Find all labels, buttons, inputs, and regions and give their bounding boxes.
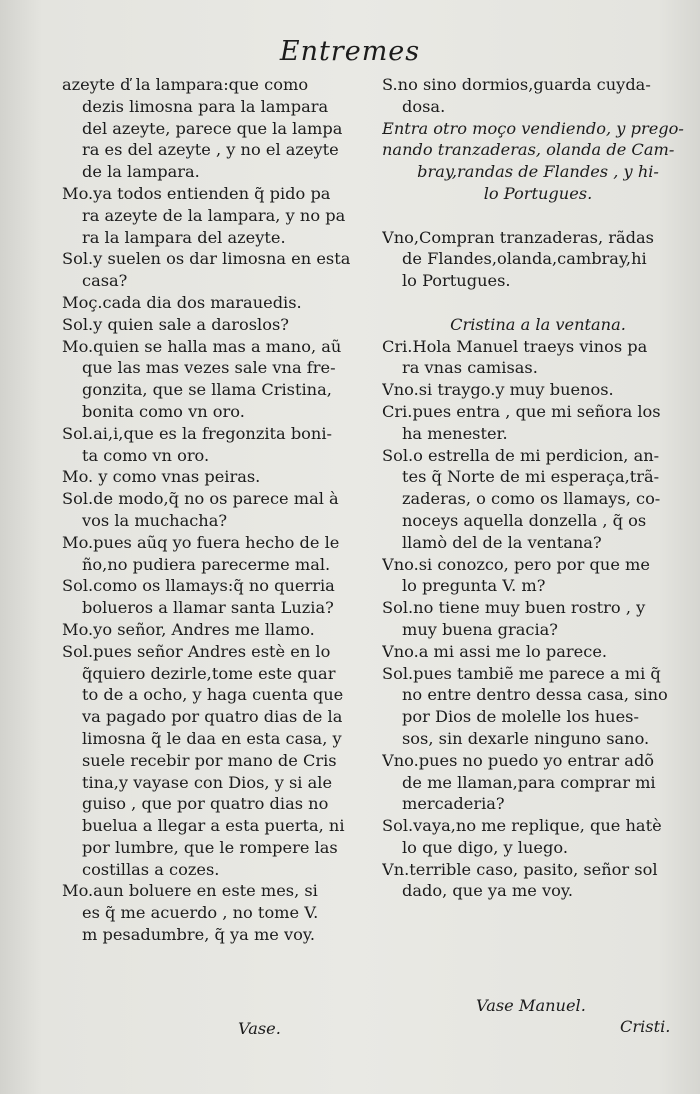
text-line: lo pregunta V. m? bbox=[402, 576, 546, 596]
text-line: ra vnas camisas. bbox=[402, 358, 538, 378]
text-line: q̃quiero dezirle,tome este quar bbox=[82, 663, 336, 683]
text-line: ta como vn oro. bbox=[82, 445, 210, 465]
speaker-line: Cri.Hola Manuel traeys vinos pa bbox=[382, 336, 648, 356]
text-line: de me llaman,para comprar mi bbox=[402, 772, 656, 792]
text-line: m pesadumbre, q̃ ya me voy. bbox=[82, 925, 316, 945]
speaker-line: Vno.si traygo.y muy buenos. bbox=[382, 380, 614, 400]
speaker-line: Cri.pues entra , que mi señora los bbox=[382, 401, 661, 421]
text-line: lo que digo, y luego. bbox=[402, 837, 568, 857]
text-line: ha menester. bbox=[402, 423, 508, 443]
text-line: dado, que ya me voy. bbox=[402, 881, 573, 901]
speaker-line: Sol.no tiene muy buen rostro , y bbox=[382, 598, 646, 618]
speaker-line: Sol.o estrella de mi perdicion, an- bbox=[382, 445, 660, 465]
text-line: buelua a llegar a esta puerta, ni bbox=[82, 816, 345, 836]
speaker-line: Sol.y suelen os dar limosna en esta bbox=[62, 249, 351, 269]
exit-direction-left: Vase. bbox=[238, 1019, 281, 1038]
speaker-line: Mo.yo señor, Andres me llamo. bbox=[62, 619, 315, 639]
text-line: tina,y vayase con Dios, y si ale bbox=[82, 772, 333, 792]
catchword: Cristi. bbox=[620, 1017, 671, 1036]
speaker-line: Mo.quien se halla mas a mano, aũ bbox=[62, 336, 342, 356]
text-line: bonita como vn oro. bbox=[82, 401, 245, 421]
text-line: tes q̃ Norte de mi esperaça,trã- bbox=[402, 467, 660, 487]
text-line: noceys aquella donzella , q̃ os bbox=[402, 510, 647, 530]
text-line: dezis limosna para la lampara bbox=[82, 96, 329, 116]
left-column bbox=[62, 74, 376, 946]
text-line: ra azeyte de la lampara, y no pa bbox=[82, 205, 346, 225]
speaker-line: Sol.pues señor Andres estè en lo bbox=[62, 641, 331, 661]
text-line: no entre dentro dessa casa, sino bbox=[402, 685, 668, 705]
stage-direction: nando tranzaderas, olanda de Cam- bbox=[382, 140, 675, 160]
running-header: Entremes bbox=[279, 36, 421, 67]
text-line: es q̃ me acuerdo , no tome V. bbox=[82, 903, 319, 923]
exit-direction-right: Vase Manuel. bbox=[476, 996, 586, 1015]
speaker-line: Mo.pues aũq yo fuera hecho de le bbox=[62, 532, 340, 552]
speaker-line: Vno.a mi assi me lo parece. bbox=[382, 641, 608, 661]
speaker-line: Sol.pues tambiẽ me parece a mi q̃ bbox=[382, 663, 661, 683]
text-line: vos la muchacha? bbox=[82, 510, 228, 530]
text-line: gonzita, que se llama Cristina, bbox=[82, 380, 332, 400]
text-line: muy buena gracia? bbox=[402, 619, 558, 639]
text-line: llamò del de la ventana? bbox=[402, 532, 602, 552]
text-line: mercaderia? bbox=[402, 794, 505, 814]
text-line: de la lampara. bbox=[82, 162, 200, 182]
text-line: sos, sin dexarle ninguno sano. bbox=[402, 728, 650, 748]
right-column bbox=[382, 74, 694, 902]
text-line: que las mas vezes sale vna fre- bbox=[82, 358, 336, 378]
text-line: bolueros a llamar santa Luzia? bbox=[82, 598, 334, 618]
speaker-line: Mo. y como vnas peiras. bbox=[62, 467, 261, 487]
speaker-line: Mo.ya todos entienden q̃ pido pa bbox=[62, 183, 331, 203]
speaker-line: Vno.pues no puedo yo entrar adõ bbox=[382, 750, 655, 770]
text-line: casa? bbox=[82, 271, 128, 291]
speaker-line: Moç.cada dia dos marauedis. bbox=[62, 292, 302, 312]
text-line: ra la lampara del azeyte. bbox=[82, 227, 286, 247]
speaker-line: Sol.de modo,q̃ no os parece mal à bbox=[62, 489, 339, 509]
text-line: suele recebir por mano de Cris bbox=[82, 750, 337, 770]
speaker-line: Mo.aun boluere en este mes, si bbox=[62, 881, 318, 901]
speaker-line: Sol.como os llamays:q̃ no querria bbox=[62, 576, 335, 596]
speaker-line: Vn.terrible caso, pasito, señor sol bbox=[382, 859, 658, 879]
text-line: por Dios de molelle los hues- bbox=[402, 707, 639, 727]
spacer bbox=[382, 292, 694, 314]
speaker-line: S.no sino dormios,guarda cuyda- bbox=[382, 75, 651, 94]
stage-direction: lo Portugues. bbox=[483, 183, 593, 203]
text-line: guiso , que por quatro dias no bbox=[82, 794, 329, 814]
speaker-line: Sol.ai,i,que es la fregonzita boni- bbox=[62, 423, 333, 443]
text-line: zaderas, o como os llamays, co- bbox=[402, 489, 661, 509]
text-line: de Flandes,olanda,cambray,hi bbox=[402, 249, 647, 269]
text-line: del azeyte, parece que la lampa bbox=[82, 118, 343, 138]
speaker-line: Sol.vaya,no me replique, que hatè bbox=[382, 816, 662, 836]
stage-direction: bray,randas de Flandes , y hi- bbox=[417, 162, 659, 182]
speaker-line: Vno,Compran tranzaderas, rãdas bbox=[382, 227, 654, 247]
text-line: limosna q̃ le daa en esta casa, y bbox=[82, 728, 342, 748]
text-line: va pagado por quatro dias de la bbox=[82, 707, 343, 727]
stage-direction: Cristina a la ventana. bbox=[450, 314, 626, 334]
text-line: ño,no pudiera parecerme mal. bbox=[82, 554, 331, 574]
text-line: ra es del azeyte , y no el azeyte bbox=[82, 140, 339, 160]
spacer bbox=[382, 205, 694, 227]
text-line: dosa. bbox=[402, 96, 446, 116]
text-line: costillas a cozes. bbox=[82, 859, 220, 879]
text-line: to de a ocho, y haga cuenta que bbox=[82, 685, 344, 705]
text-line: por lumbre, que le rompere las bbox=[82, 837, 338, 857]
stage-direction: Entra otro moço vendiendo, y prego- bbox=[382, 118, 684, 138]
text-line: lo Portugues. bbox=[402, 271, 511, 291]
speaker-line: Sol.y quien sale a daroslos? bbox=[62, 314, 289, 334]
text-line: azeyte ď la lampara:que como bbox=[62, 75, 309, 94]
speaker-line: Vno.si conozco, pero por que me bbox=[382, 554, 650, 574]
